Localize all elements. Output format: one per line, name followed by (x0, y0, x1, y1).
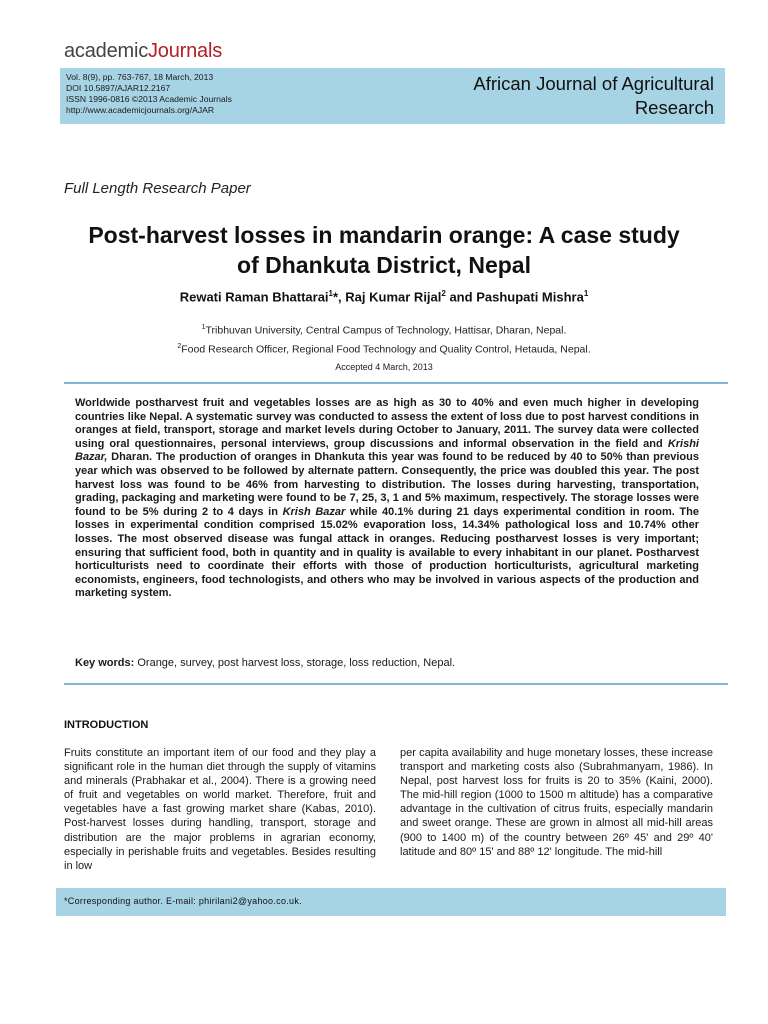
author-1-star: *, (333, 289, 346, 305)
paper-title (40, 220, 728, 280)
abstract-part-3: while 40.1% during 21 days experimental condition in room. The losses in experimental condition comprised 15.02% evaporation loss, 14.34% pathological loss and 10.74% other losses. The most observed disease was fungal attack in oranges. Reducing postharvest losses is very important; ensuring that sufficient food, both in quantity and in quality is available to every inhabitant in our planet. Postharvest horticulturists need to coordinate their efforts with those of production horticulturists, agricultural marketing economists, engineers, food technologists, and others who may be involved in various aspects of the production and marketing system. (75, 505, 699, 600)
title-line2: of Dhankuta District, Nepal (237, 252, 531, 278)
author-1-affil: 1 (328, 289, 333, 298)
url-line[interactable]: http://www.academicjournals.org/AJAR (66, 105, 215, 115)
author-3-affil: 1 (583, 289, 589, 298)
affiliations (40, 320, 728, 357)
logo-text-academic: academic (64, 40, 148, 62)
abstract-italic-2: Krish Bazar (282, 505, 346, 518)
author-2: Raj Kumar Rijal (345, 289, 442, 305)
accepted-date: Accepted 4 March, 2013 (335, 362, 433, 372)
affiliation-2 (40, 339, 728, 358)
paper-type: Full Length Research Paper (64, 180, 251, 197)
abstract (75, 397, 699, 601)
journal-name-line2: Research (634, 97, 714, 118)
author-list (40, 289, 728, 304)
journal-name-line1: African Journal of Agricultural (473, 73, 714, 94)
author-sep: and (445, 289, 477, 305)
corresponding-author-footnote: *Corresponding author. E-mail: phirilani2@yahoo.co.uk. (64, 896, 302, 906)
journal-name (473, 72, 714, 120)
author-2-affil: 2 (441, 289, 446, 298)
author-3: Pashupati Mishra (476, 289, 584, 305)
abstract-italic-1: Krishi Bazar, (75, 437, 699, 464)
volume-line: Vol. 8(9), pp. 763-767, 18 March, 2013 (66, 72, 214, 82)
title-line1: Post-harvest losses in mandarin orange: A case study (88, 222, 680, 248)
body-column-left: Fruits constitute an important item of our food and they play a significant role in the human diet through the supply of vitamins and minerals (Prabhakar et al., 2004). There is a growing need of fruit and vegetables on world market. Therefore, fruit and vegetables have a fast growing market share (Kabas, 2010). Post-harvest losses during handling, transport, storage and distribution are the major problems in agrarian economy, especially in perishable fruits and vegetables. Besides resulting in low (64, 747, 376, 872)
keywords-label: Key words: (75, 657, 135, 669)
abstract-part-1: Worldwide postharvest fruit and vegetables losses are as high as 30 to 40% and even much higher in developing countries like Nepal. A systematic survey was conducted to assess the extent of loss due to post harvest conditions in oranges at field, transport, storage and market levels during October to January, 2011. The survey data were collected using oral questionnaires, personal interviews, group discussions and informal observation in the field and (75, 397, 699, 450)
logo-text-journals: Journals (148, 40, 222, 62)
article-metadata (66, 72, 232, 116)
keywords (75, 657, 715, 669)
author-1: Rewati Raman Bhattarai (179, 289, 329, 305)
doi-line: DOI 10.5897/AJAR12.2167 (66, 83, 171, 93)
keywords-text: Orange, survey, post harvest loss, storage, loss reduction, Nepal. (134, 657, 456, 669)
body-column-right: per capita availability and huge monetary losses, these increase transport and marketing costs also (Subrahmanyam, 1986). In Nepal, post harvest loss for fruits is 20 to 35% (Kaini, 2000). The mid-hill region (1000 to 1500 m altitude) has a comparative advantage in the cultivation of citrus fruits, especially mandarin and sweet orange. These are grown in almost all mid-hill areas (900 to 1400 m) of the country between 26º 45' and 29º 40' latitude and 80º 15' and 88º 12' longitude. The mid-hill (400, 747, 713, 858)
abstract-top-rule (64, 382, 728, 384)
publisher-logo (64, 40, 222, 63)
issn-line: ISSN 1996-0816 ©2013 Academic Journals (66, 94, 232, 104)
affiliation-1 (40, 320, 728, 339)
affil-1-mark: 1 (201, 324, 206, 331)
affil-2-text: Food Research Officer, Regional Food Technology and Quality Control, Hetauda, Nepal. (181, 343, 591, 355)
abstract-bottom-rule (64, 683, 728, 685)
affil-2-mark: 2 (177, 342, 182, 350)
affil-1-text: Tribhuvan University, Central Campus of Technology, Hattisar, Dharan, Nepal. (205, 324, 567, 337)
section-heading-introduction: INTRODUCTION (64, 719, 149, 731)
abstract-part-2: Dharan. The production of oranges in Dhankuta this year was found to be reduced by 40 to 50% than previous year which was observed to be followed by alternate pattern. Consequently, the price was doubled this year. The post harvest loss was found to be 46% from harvesting to distribution. The losses during harvesting, transportation, grading, packaging and marketing were found to be 7, 25, 3, 1 and 5% maximum, respectively. The storage losses were found to be 5% during 2 to 4 days in (75, 451, 699, 518)
